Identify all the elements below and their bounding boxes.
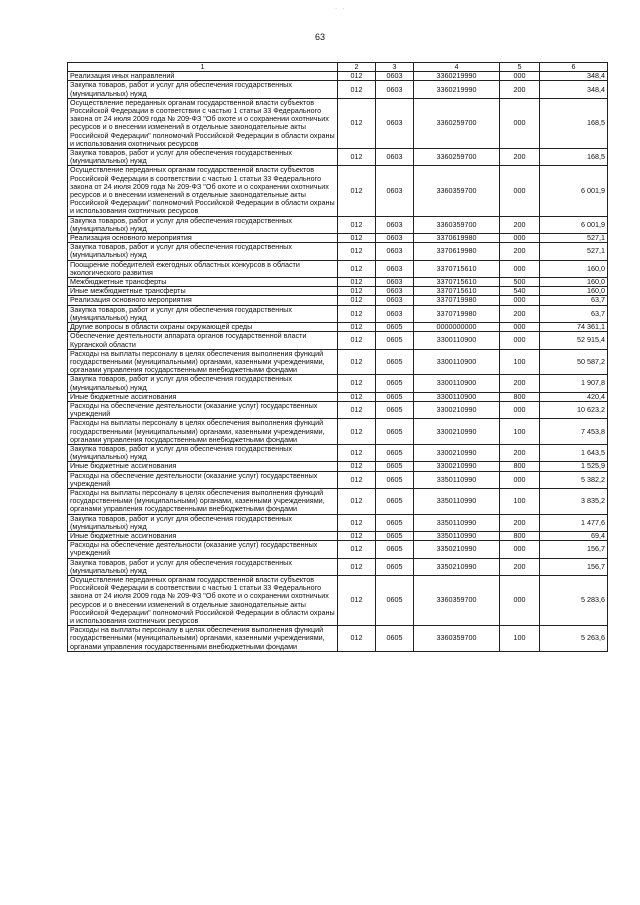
row-c3-cell: 0603 — [376, 305, 414, 322]
header-cell: 2 — [338, 63, 376, 72]
row-c6-cell: 527,1 — [540, 243, 608, 260]
row-c5-cell: 800 — [500, 462, 540, 471]
row-name-cell: Межбюджетные трансферты — [68, 278, 338, 287]
row-c6-cell: 3 835,2 — [540, 488, 608, 514]
row-c2-cell: 012 — [338, 243, 376, 260]
table-row — [68, 375, 608, 392]
row-c5-cell: 200 — [500, 149, 540, 166]
row-c6-cell: 527,1 — [540, 234, 608, 243]
row-c6-cell: 10 623,2 — [540, 401, 608, 418]
row-c3-cell: 0605 — [376, 332, 414, 349]
row-c6-cell: 420,4 — [540, 392, 608, 401]
row-name-cell: Закупка товаров, работ и услуг для обеспечения государственных (муниципальных) нужд — [68, 375, 338, 392]
row-c2-cell: 012 — [338, 401, 376, 418]
row-name-cell: Обеспечение деятельности аппарата органов государственной власти Курганской области — [68, 332, 338, 349]
row-c3-cell: 0605 — [376, 323, 414, 332]
row-c3-cell: 0605 — [376, 349, 414, 375]
row-c5-cell: 200 — [500, 81, 540, 98]
row-c4-cell: 0000000000 — [414, 323, 500, 332]
row-c6-cell: 348,4 — [540, 81, 608, 98]
table-row — [68, 296, 608, 305]
row-c6-cell: 6 001,9 — [540, 166, 608, 216]
row-c4-cell: 3300210990 — [414, 462, 500, 471]
row-c6-cell: 160,0 — [540, 278, 608, 287]
row-c4-cell: 3300110900 — [414, 349, 500, 375]
row-c2-cell: 012 — [338, 149, 376, 166]
table-row — [68, 216, 608, 233]
row-c5-cell: 000 — [500, 296, 540, 305]
row-c5-cell: 000 — [500, 234, 540, 243]
row-c5-cell: 200 — [500, 243, 540, 260]
row-c2-cell: 012 — [338, 531, 376, 540]
row-c4-cell: 3360359700 — [414, 575, 500, 625]
header-cell: 5 — [500, 63, 540, 72]
row-c2-cell: 012 — [338, 323, 376, 332]
table-row — [68, 514, 608, 531]
row-c6-cell: 1 907,8 — [540, 375, 608, 392]
row-c6-cell: 5 263,6 — [540, 626, 608, 652]
header-cell: 4 — [414, 63, 500, 72]
row-c3-cell: 0605 — [376, 558, 414, 575]
row-c3-cell: 0603 — [376, 243, 414, 260]
row-name-cell: Закупка товаров, работ и услуг для обеспечения государственных (муниципальных) нужд — [68, 305, 338, 322]
row-c5-cell: 000 — [500, 541, 540, 558]
table-row — [68, 260, 608, 277]
table-row — [68, 419, 608, 445]
table-row — [68, 462, 608, 471]
row-c4-cell: 3350110990 — [414, 514, 500, 531]
row-c5-cell: 200 — [500, 558, 540, 575]
row-c4-cell: 3370619980 — [414, 243, 500, 260]
row-c4-cell: 3300210990 — [414, 444, 500, 461]
table-row — [68, 626, 608, 652]
row-c6-cell: 5 382,2 — [540, 471, 608, 488]
table-row — [68, 243, 608, 260]
table-row — [68, 332, 608, 349]
table-row — [68, 98, 608, 148]
row-c4-cell: 3350210990 — [414, 558, 500, 575]
row-c2-cell: 012 — [338, 72, 376, 81]
row-c2-cell: 012 — [338, 349, 376, 375]
row-c5-cell: 000 — [500, 72, 540, 81]
table-row — [68, 166, 608, 216]
row-c5-cell: 500 — [500, 278, 540, 287]
row-c2-cell: 012 — [338, 166, 376, 216]
row-name-cell: Закупка товаров, работ и услуг для обеспечения государственных (муниципальных) нужд — [68, 216, 338, 233]
row-c2-cell: 012 — [338, 626, 376, 652]
row-c6-cell: 7 453,8 — [540, 419, 608, 445]
row-name-cell: Осуществление переданных органам государственной власти субъектов Российской Федерации в соответствии с частью 1 статьи 33 Федерального закона от 24 июля 2009 года № 209-ФЗ "Об охоте и о сохранении охотничьих ресурсов и о внесении изменений в отдельные законодательные акты Российской Федерации" полномочий Российской Федерации в области охраны и использования охотничьих ресурсов — [68, 166, 338, 216]
row-c5-cell: 800 — [500, 531, 540, 540]
budget-table — [67, 62, 608, 652]
row-c3-cell: 0605 — [376, 575, 414, 625]
row-c3-cell: 0605 — [376, 471, 414, 488]
row-c5-cell: 000 — [500, 401, 540, 418]
row-c2-cell: 012 — [338, 296, 376, 305]
row-c3-cell: 0605 — [376, 514, 414, 531]
row-c5-cell: 800 — [500, 392, 540, 401]
row-c3-cell: 0603 — [376, 98, 414, 148]
row-c2-cell: 012 — [338, 392, 376, 401]
header-cell: 1 — [68, 63, 338, 72]
row-c3-cell: 0603 — [376, 287, 414, 296]
row-c5-cell: 000 — [500, 98, 540, 148]
row-name-cell: Иные бюджетные ассигнования — [68, 531, 338, 540]
table-row — [68, 575, 608, 625]
row-c2-cell: 012 — [338, 419, 376, 445]
row-c2-cell: 012 — [338, 216, 376, 233]
row-c3-cell: 0605 — [376, 444, 414, 461]
row-c3-cell: 0603 — [376, 81, 414, 98]
table-row — [68, 488, 608, 514]
row-name-cell: Иные бюджетные ассигнования — [68, 392, 338, 401]
row-c4-cell: 3360259700 — [414, 149, 500, 166]
row-c5-cell: 000 — [500, 332, 540, 349]
row-name-cell: Закупка товаров, работ и услуг для обеспечения государственных (муниципальных) нужд — [68, 81, 338, 98]
header-cell: 3 — [376, 63, 414, 72]
row-name-cell: Осуществление переданных органам государственной власти субъектов Российской Федерации в соответствии с частью 1 статьи 33 Федерального закона от 24 июля 2009 года № 209-ФЗ "Об охоте и о сохранении охотничьих ресурсов и о внесении изменений в отдельные законодательные акты Российской Федерации" полномочий Российской Федерации в области охраны и использования охотничьих ресурсов — [68, 575, 338, 625]
row-c3-cell: 0605 — [376, 488, 414, 514]
row-name-cell: Поощрение победителей ежегодных областных конкурсов в области экологического развития — [68, 260, 338, 277]
row-name-cell: Осуществление переданных органам государственной власти субъектов Российской Федерации в соответствии с частью 1 статьи 33 Федерального закона от 24 июля 2009 года № 209-ФЗ "Об охоте и о сохранении охотничьих ресурсов и о внесении изменений в отдельные законодательные акты Российской Федерации" полномочий Российской Федерации в области охраны и использования охотничьих ресурсов — [68, 98, 338, 148]
row-c4-cell: 3350210990 — [414, 541, 500, 558]
row-c2-cell: 012 — [338, 488, 376, 514]
row-c6-cell: 5 283,6 — [540, 575, 608, 625]
row-c3-cell: 0603 — [376, 260, 414, 277]
row-c4-cell: 3360219990 — [414, 72, 500, 81]
row-name-cell: Закупка товаров, работ и услуг для обеспечения государственных (муниципальных) нужд — [68, 444, 338, 461]
row-c2-cell: 012 — [338, 471, 376, 488]
row-name-cell: Реализация иных направлений — [68, 72, 338, 81]
row-c5-cell: 000 — [500, 166, 540, 216]
row-c4-cell: 3370619980 — [414, 234, 500, 243]
table-row — [68, 471, 608, 488]
row-c4-cell: 3300210990 — [414, 401, 500, 418]
row-c6-cell: 50 587,2 — [540, 349, 608, 375]
row-c2-cell: 012 — [338, 332, 376, 349]
row-c3-cell: 0605 — [376, 531, 414, 540]
row-name-cell: Расходы на выплаты персоналу в целях обеспечения выполнения функций государственными (муниципальными) органами, казенными учреждениями, органами управления государственными внебюджетными фондами — [68, 626, 338, 652]
row-c2-cell: 012 — [338, 541, 376, 558]
row-c5-cell: 000 — [500, 471, 540, 488]
table-row — [68, 444, 608, 461]
row-c4-cell: 3360259700 — [414, 98, 500, 148]
row-c6-cell: 348,4 — [540, 72, 608, 81]
row-c4-cell: 3370715610 — [414, 260, 500, 277]
table-row — [68, 305, 608, 322]
row-name-cell: Иные бюджетные ассигнования — [68, 462, 338, 471]
row-c2-cell: 012 — [338, 98, 376, 148]
row-c4-cell: 3370715610 — [414, 287, 500, 296]
row-c2-cell: 012 — [338, 375, 376, 392]
row-c3-cell: 0605 — [376, 401, 414, 418]
row-c5-cell: 000 — [500, 260, 540, 277]
row-c6-cell: 156,7 — [540, 541, 608, 558]
row-c5-cell: 000 — [500, 575, 540, 625]
row-c4-cell: 3360359700 — [414, 216, 500, 233]
row-c4-cell: 3360359700 — [414, 166, 500, 216]
row-c3-cell: 0605 — [376, 419, 414, 445]
row-c5-cell: 000 — [500, 323, 540, 332]
row-c3-cell: 0603 — [376, 278, 414, 287]
row-name-cell: Иные межбюджетные трансферты — [68, 287, 338, 296]
row-name-cell: Закупка товаров, работ и услуг для обеспечения государственных (муниципальных) нужд — [68, 149, 338, 166]
row-c6-cell: 69,4 — [540, 531, 608, 540]
row-c5-cell: 200 — [500, 305, 540, 322]
row-c2-cell: 012 — [338, 444, 376, 461]
table-row — [68, 149, 608, 166]
row-c4-cell: 3370719980 — [414, 296, 500, 305]
row-c4-cell: 3300110900 — [414, 392, 500, 401]
row-c4-cell: 3350110990 — [414, 488, 500, 514]
row-c2-cell: 012 — [338, 558, 376, 575]
row-c6-cell: 156,7 — [540, 558, 608, 575]
row-name-cell: Расходы на выплаты персоналу в целях обеспечения выполнения функций государственными (муниципальными) органами, казенными учреждениями, органами управления государственными внебюджетными фондами — [68, 488, 338, 514]
row-c5-cell: 100 — [500, 626, 540, 652]
row-c3-cell: 0605 — [376, 626, 414, 652]
row-c2-cell: 012 — [338, 305, 376, 322]
row-c4-cell: 3300210990 — [414, 419, 500, 445]
row-c4-cell: 3360359700 — [414, 626, 500, 652]
table-body — [68, 72, 608, 652]
row-c5-cell: 200 — [500, 216, 540, 233]
row-c6-cell: 1 643,5 — [540, 444, 608, 461]
row-c6-cell: 1 477,6 — [540, 514, 608, 531]
row-c4-cell: 3360219990 — [414, 81, 500, 98]
header-cell: 6 — [540, 63, 608, 72]
row-c2-cell: 012 — [338, 278, 376, 287]
row-c6-cell: 168,5 — [540, 98, 608, 148]
row-name-cell: Расходы на выплаты персоналу в целях обеспечения выполнения функций государственными (муниципальными) органами, казенными учреждениями, органами управления государственными внебюджетными фондами — [68, 419, 338, 445]
row-c6-cell: 160,0 — [540, 287, 608, 296]
row-c5-cell: 100 — [500, 349, 540, 375]
row-name-cell: Расходы на выплаты персоналу в целях обеспечения выполнения функций государственными (муниципальными) органами, казенными учреждениями, органами управления государственными внебюджетными фондами — [68, 349, 338, 375]
row-c3-cell: 0605 — [376, 541, 414, 558]
row-c3-cell: 0605 — [376, 462, 414, 471]
row-c3-cell: 0603 — [376, 149, 414, 166]
row-c3-cell: 0605 — [376, 392, 414, 401]
table-row — [68, 349, 608, 375]
row-c3-cell: 0603 — [376, 72, 414, 81]
row-c3-cell: 0605 — [376, 375, 414, 392]
row-c5-cell: 200 — [500, 375, 540, 392]
row-c2-cell: 012 — [338, 81, 376, 98]
row-c6-cell: 6 001,9 — [540, 216, 608, 233]
row-c5-cell: 100 — [500, 488, 540, 514]
row-c4-cell: 3350110990 — [414, 531, 500, 540]
row-c6-cell: 63,7 — [540, 305, 608, 322]
row-c5-cell: 200 — [500, 514, 540, 531]
table-row — [68, 558, 608, 575]
row-name-cell: Реализация основного мероприятия — [68, 296, 338, 305]
row-c4-cell: 3370715610 — [414, 278, 500, 287]
row-c5-cell: 100 — [500, 419, 540, 445]
row-c4-cell: 3300110900 — [414, 375, 500, 392]
row-c4-cell: 3350110990 — [414, 471, 500, 488]
row-c6-cell: 74 361,1 — [540, 323, 608, 332]
row-c4-cell: 3300110900 — [414, 332, 500, 349]
row-name-cell: Закупка товаров, работ и услуг для обеспечения государственных (муниципальных) нужд — [68, 558, 338, 575]
row-c6-cell: 63,7 — [540, 296, 608, 305]
row-c3-cell: 0603 — [376, 234, 414, 243]
row-c5-cell: 200 — [500, 444, 540, 461]
row-c6-cell: 52 915,4 — [540, 332, 608, 349]
row-c6-cell: 160,0 — [540, 260, 608, 277]
row-c3-cell: 0603 — [376, 296, 414, 305]
row-c2-cell: 012 — [338, 287, 376, 296]
row-c3-cell: 0603 — [376, 166, 414, 216]
row-name-cell: Закупка товаров, работ и услуг для обеспечения государственных (муниципальных) нужд — [68, 243, 338, 260]
row-c6-cell: 168,5 — [540, 149, 608, 166]
row-name-cell: Расходы на обеспечение деятельности (оказание услуг) государственных учреждений — [68, 401, 338, 418]
row-c2-cell: 012 — [338, 575, 376, 625]
row-c2-cell: 012 — [338, 260, 376, 277]
table-row — [68, 541, 608, 558]
row-c2-cell: 012 — [338, 514, 376, 531]
row-c3-cell: 0603 — [376, 216, 414, 233]
row-name-cell: Расходы на обеспечение деятельности (оказание услуг) государственных учреждений — [68, 541, 338, 558]
row-c2-cell: 012 — [338, 462, 376, 471]
row-c2-cell: 012 — [338, 234, 376, 243]
row-name-cell: Реализация основного мероприятия — [68, 234, 338, 243]
table-row — [68, 401, 608, 418]
row-c6-cell: 1 525,9 — [540, 462, 608, 471]
row-name-cell: Закупка товаров, работ и услуг для обеспечения государственных (муниципальных) нужд — [68, 514, 338, 531]
row-c4-cell: 3370719980 — [414, 305, 500, 322]
scan-artifact: · · — [335, 6, 347, 12]
row-c5-cell: 540 — [500, 287, 540, 296]
page-number: 63 — [314, 32, 325, 42]
row-name-cell: Расходы на обеспечение деятельности (оказание услуг) государственных учреждений — [68, 471, 338, 488]
row-name-cell: Другие вопросы в области охраны окружающей среды — [68, 323, 338, 332]
table-row — [68, 81, 608, 98]
